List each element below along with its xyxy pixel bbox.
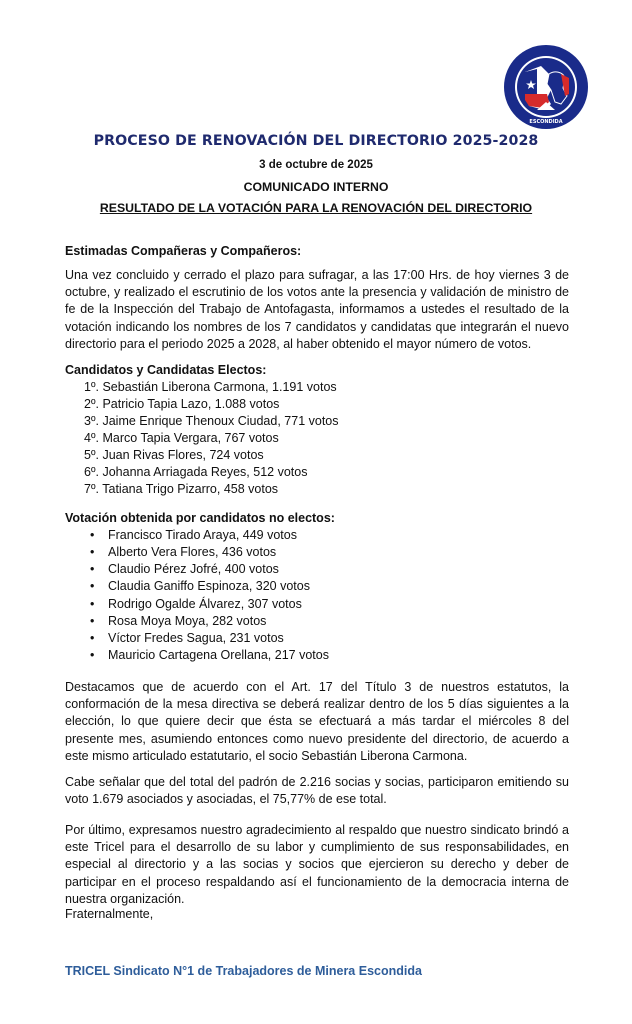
elected-heading: Candidatos y Candidatas Electos:: [65, 363, 267, 377]
list-item: • Francisco Tirado Araya, 449 votos: [90, 527, 569, 544]
list-item: • Rosa Moya Moya, 282 votos: [90, 613, 569, 630]
closing-salutation: Fraternalmente,: [65, 907, 154, 921]
list-item: 5º. Juan Rivas Flores, 724 votos: [84, 447, 264, 462]
list-item: • Mauricio Cartagena Orellana, 217 votos: [90, 647, 569, 664]
document-type: COMUNICADO INTERNO: [243, 180, 389, 194]
list-item: 3º. Jaime Enrique Thenoux Ciudad, 771 votos: [84, 414, 339, 429]
union-logo: [503, 44, 589, 130]
list-item: • Claudio Pérez Jofré, 400 votos: [90, 561, 569, 578]
elected-section: [65, 362, 569, 498]
list-item: • Alberto Vera Flores, 436 votos: [90, 544, 569, 561]
participation-paragraph: Cabe señalar que del total del padrón de 2.216 socias y socias, participaron emitiendo su voto 1.679 asociados y asociadas, el 75,77% de ese total.: [65, 775, 569, 807]
intro-paragraph: Una vez concluido y cerrado el plazo para sufragar, a las 17:00 Hrs. de hoy viernes 3 de octubre, y realizado el escrutinio de los votos ante la presencia y validación de ministro de fe de la Inspección del Trabajo de Antofagasta, informamos a ustedes el resultado de la votación indicando los nombres de los 7 candidatos y candidatas que integrarán el nuevo directorio para el periodo 2025 a 2028, al haber obtenido el mayor número de votos.: [65, 268, 569, 351]
list-item: 4º. Marco Tapia Vergara, 767 votos: [84, 430, 279, 445]
statutes-paragraph: Destacamos que de acuerdo con el Art. 17 del Título 3 de nuestros estatutos, la conformación de la mesa directiva se deberá realizar dentro de los 5 días siguientes a la elección, lo que quiere decir que ésta se efectuará a más tardar el miércoles 8 del presente mes, asumiendo entonces como nuevo presidente del directorio, de acuerdo a este mismo articulado estatutario, el socio Sebastián Liberona Carmona.: [65, 680, 569, 763]
union-emblem-icon: [503, 44, 589, 130]
not-elected-heading: Votación obtenida por candidatos no electos:: [65, 511, 335, 525]
bullet-icon: •: [90, 562, 95, 577]
list-item: 2º. Patricio Tapia Lazo, 1.088 votos: [84, 397, 280, 412]
greeting: Estimadas Compañeras y Compañeros:: [65, 244, 302, 258]
list-item: • Víctor Fredes Sagua, 231 votos: [90, 630, 569, 647]
document-date: 3 de octubre de 2025: [259, 159, 373, 171]
signature: TRICEL Sindicato N°1 de Trabajadores de Minera Escondida: [65, 964, 422, 978]
bullet-icon: •: [90, 545, 95, 560]
list-item: • Rodrigo Ogalde Álvarez, 307 votos: [90, 596, 569, 613]
thanks-paragraph: Por último, expresamos nuestro agradecimiento al respaldo que nuestro sindicato brindó a este Tricel para el desarrollo de su labor y cumplimiento de sus responsabilidades, en especial al directorio y a las socias y socios que ejercieron su derecho y deber de participar en el proceso respaldando así el funcionamiento de la democracia interna de nuestra organización.: [65, 823, 569, 906]
bullet-icon: •: [90, 613, 95, 628]
document-title: PROCESO DE RENOVACIÓN DEL DIRECTORIO 2025-2028: [93, 133, 539, 149]
bullet-icon: •: [90, 630, 95, 645]
svg-text:ESCONDIDA: ESCONDIDA: [529, 119, 563, 125]
bullet-icon: •: [90, 596, 95, 611]
not-elected-section: [65, 510, 569, 664]
elected-list: [65, 379, 569, 497]
list-item: • Claudia Ganiffo Espinoza, 320 votos: [90, 578, 569, 595]
bullet-icon: •: [90, 579, 95, 594]
document-subject: RESULTADO DE LA VOTACIÓN PARA LA RENOVACIÓN DEL DIRECTORIO: [99, 201, 533, 215]
list-item: 7º. Tatiana Trigo Pizarro, 458 votos: [84, 481, 279, 496]
bullet-icon: •: [90, 528, 95, 543]
list-item: 1º. Sebastián Liberona Carmona, 1.191 votos: [84, 380, 337, 395]
list-item: 6º. Johanna Arriagada Reyes, 512 votos: [84, 464, 308, 479]
bullet-icon: •: [90, 647, 95, 662]
not-elected-list: [65, 527, 569, 664]
